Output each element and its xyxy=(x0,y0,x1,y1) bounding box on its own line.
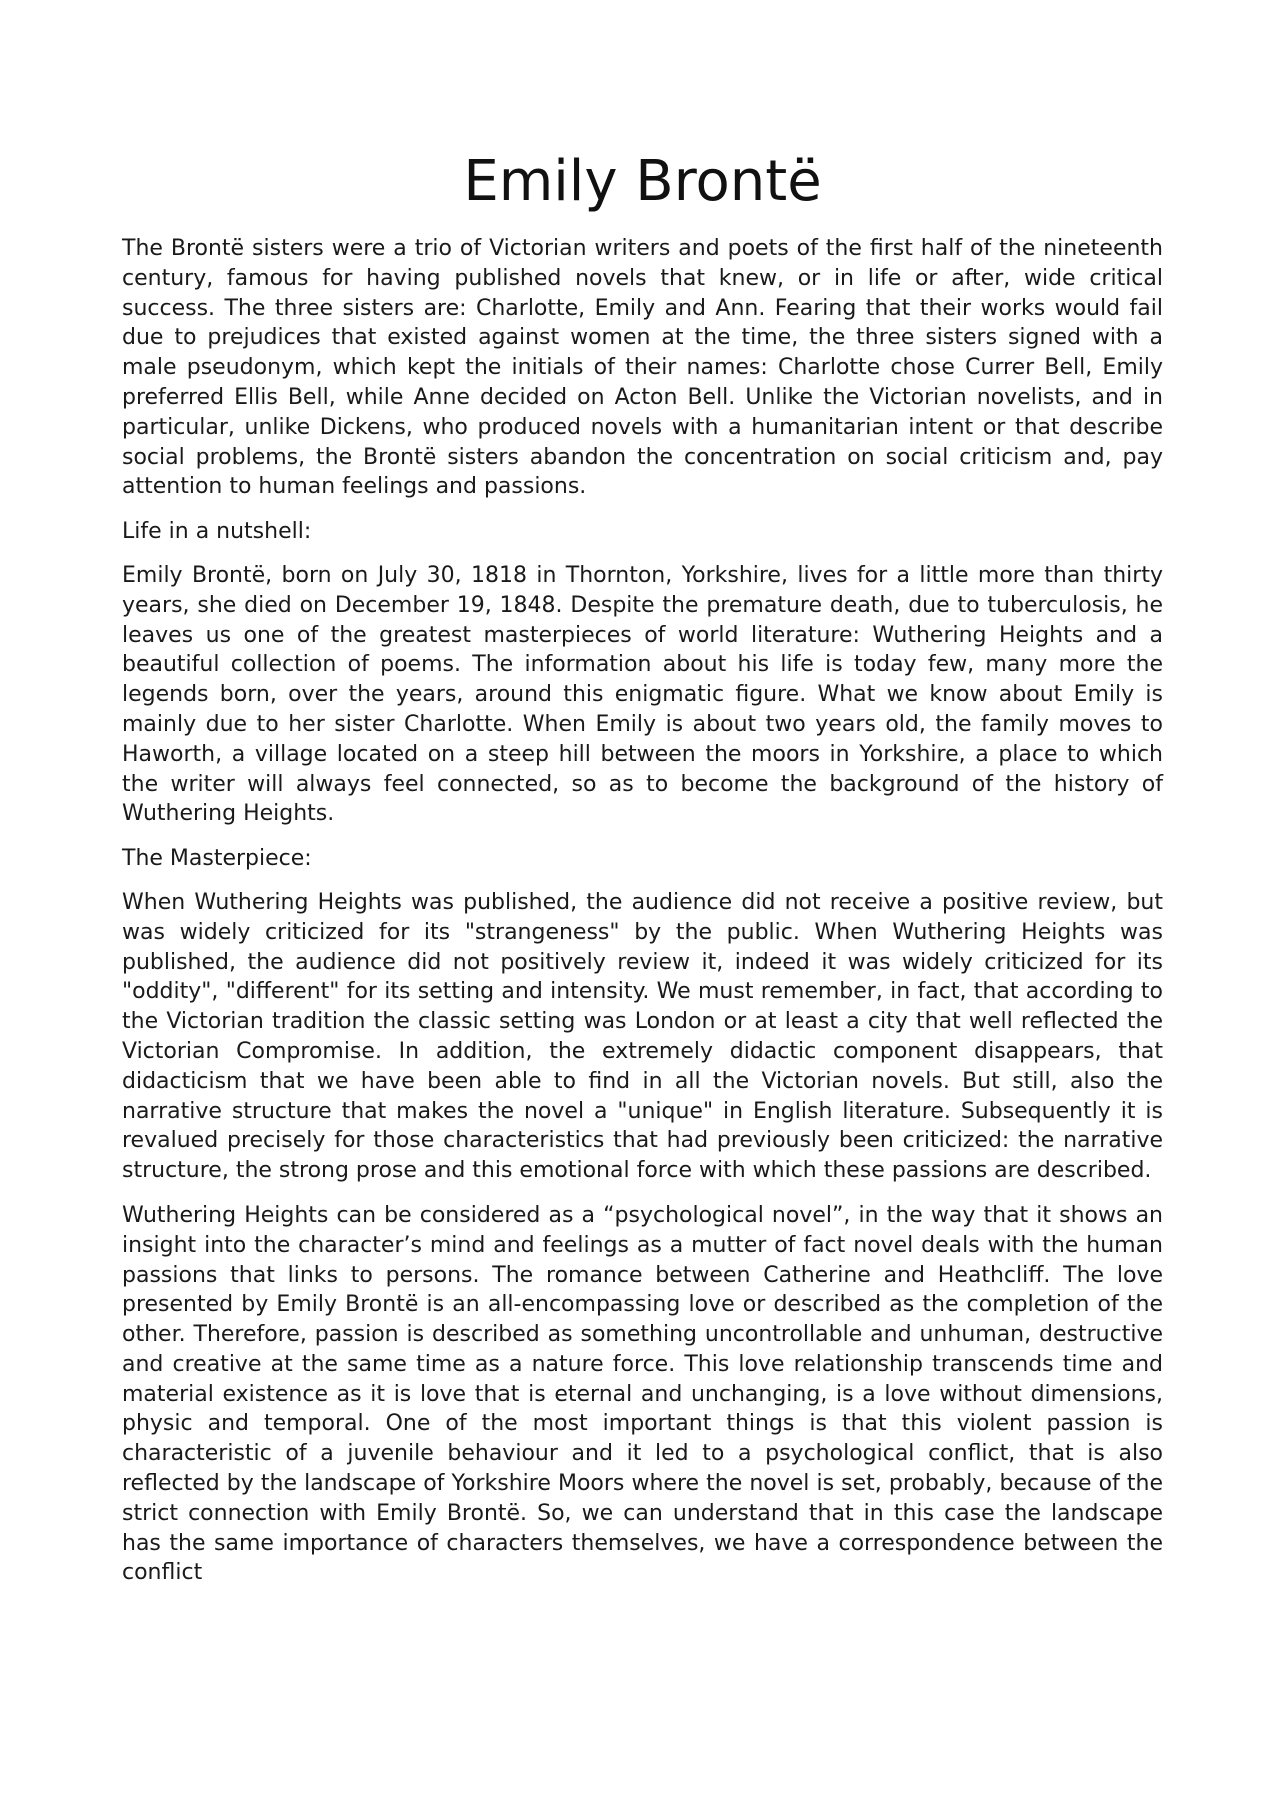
page-title: Emily Brontë xyxy=(463,149,822,214)
document-page xyxy=(122,148,1163,1603)
intro-paragraph: The Brontë sisters were a trio of Victorian writers and poets of the first half of the nineteenth century, famous for having published novels that knew, or in life or after, wide critical success. The three sisters are: Charlotte, Emily and Ann. Fearing that their works would fail due to prejudices that existed against women at the time, the three sisters signed with a male pseudonym, which kept the initials of their names: Charlotte chose Currer Bell, Emily preferred Ellis Bell, while Anne decided on Acton Bell. Unlike the Victorian novelists, and in particular, unlike Dickens, who produced novels with a humanitarian intent or that describe social problems, the Brontë sisters abandon the concentration on social criticism and, pay attention to human feelings and passions. xyxy=(122,236,1163,500)
life-section-heading: Life in a nutshell: xyxy=(122,519,312,545)
life-paragraph: Emily Brontë, born on July 30, 1818 in Thornton, Yorkshire, lives for a little more than thirty years, she died on December 19, 1848. Despite the premature death, due to tuberculosis, he leaves us one of the greatest masterpieces of world literature: Wuthering Heights and a beautiful collection of poems. The information about his life is today few, many more the legends born, over the years, around this enigmatic figure. What we know about Emily is mainly due to her sister Charlotte. When Emily is about two years old, the family moves to Haworth, a village located on a steep hill between the moors in Yorkshire, a place to which the writer will always feel connected, so as to become the background of the history of Wuthering Heights. xyxy=(122,562,1163,827)
masterpiece-section-heading: The Masterpiece: xyxy=(122,846,312,872)
masterpiece-paragraph-1: When Wuthering Heights was published, the audience did not receive a positive review, but was widely criticized for its "strangeness" by the public. When Wuthering Heights was published, the audience did not positively review it, indeed it was widely criticized for its "oddity", "different" for its setting and intensity. We must remember, in fact, that according to the Victorian tradition the classic setting was London or at least a city that well reflected the Victorian Compromise. In addition, the extremely didactic component disappears, that didacticism that we have been able to find in all the Victorian novels. But still, also the narrative structure that makes the novel a "unique" in English literature. Subsequently it is revalued precisely for those characteristics that had previously been criticized: the narrative structure, the strong prose and this emotional force with which these passions are described. xyxy=(122,889,1163,1184)
masterpiece-paragraph-2: Wuthering Heights can be considered as a “psychological novel”, in the way that it shows an insight into the character’s mind and feelings as a mutter of fact novel deals with the human passions that links to persons. The romance between Catherine and Heathcliff. The love presented by Emily Brontë is an all-encompassing love or described as the completion of the other. Therefore, passion is described as something uncontrollable and unhuman, destructive and creative at the same time as a nature force. This love relationship transcends time and material existence as it is love that is eternal and unchanging, is a love without dimensions, physic and temporal. One of the most important things is that this violent passion is characteristic of a juvenile behaviour and it led to a psychological conflict, that is also reflected by the landscape of Yorkshire Moors where the novel is set, probably, because of the strict connection with Emily Brontë. So, we can understand that in this case the landscape has the same importance of characters themselves, we have a correspondence between the conflict xyxy=(122,1202,1163,1586)
